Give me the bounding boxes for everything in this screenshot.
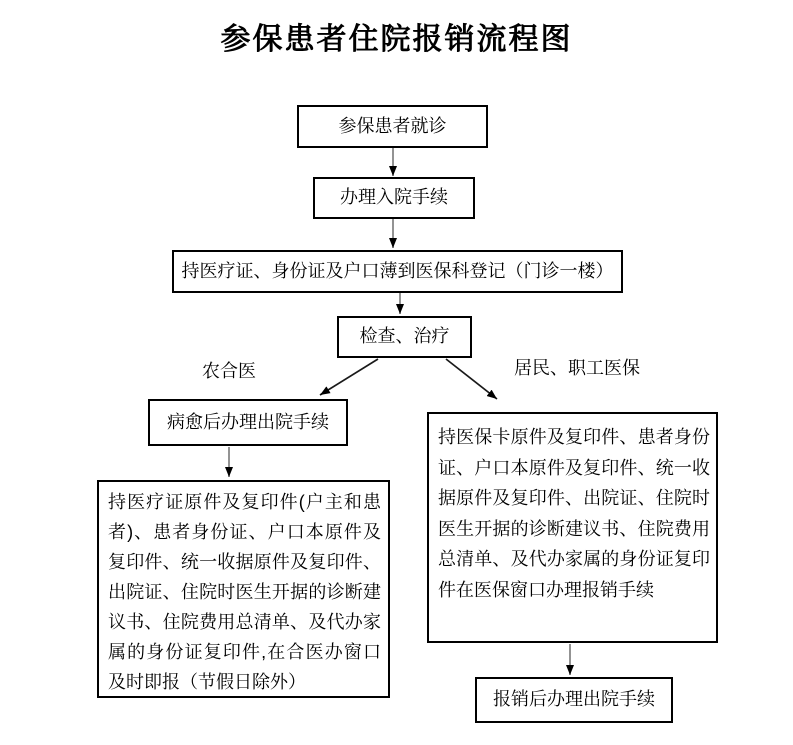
node-medical-insurance-registration: 持医疗证、身份证及户口薄到医保科登记（门诊一楼） (172, 250, 623, 293)
arrow-treatment-to-rural-branch (320, 359, 378, 395)
node-admission-procedure: 办理入院手续 (313, 177, 475, 219)
node-discharge-after-reimbursement: 报销后办理出院手续 (475, 677, 673, 723)
page-title: 参保患者住院报销流程图 (220, 23, 573, 56)
node-rural-coop-reimbursement-detail: 持医疗证原件及复印件(户主和患者)、患者身份证、户口本原件及复印件、统一收据原件及复印件、出院证、住院时医生开据的诊断建议书、住院费用总清单、及代办家属的身份证复印件,在合医办窗口及时即报（节假日除外） (97, 480, 390, 698)
node-resident-employee-reimbursement-detail: 持医保卡原件及复印件、患者身份证、户口本原件及复印件、统一收据原件及复印件、出院证、住院时医生开据的诊断建议书、住院费用总清单、及代办家属的身份证复印件在医保窗口办理报销手续 (427, 412, 718, 643)
branch-label-resident-employee: 居民、职工医保 (514, 358, 640, 378)
arrow-treatment-to-resident-branch (446, 359, 497, 399)
branch-label-rural-coop: 农合医 (202, 361, 256, 381)
node-patient-visit: 参保患者就诊 (297, 105, 488, 148)
node-discharge-after-recovery: 病愈后办理出院手续 (148, 399, 348, 446)
node-examination-treatment: 检查、治疗 (337, 316, 472, 358)
